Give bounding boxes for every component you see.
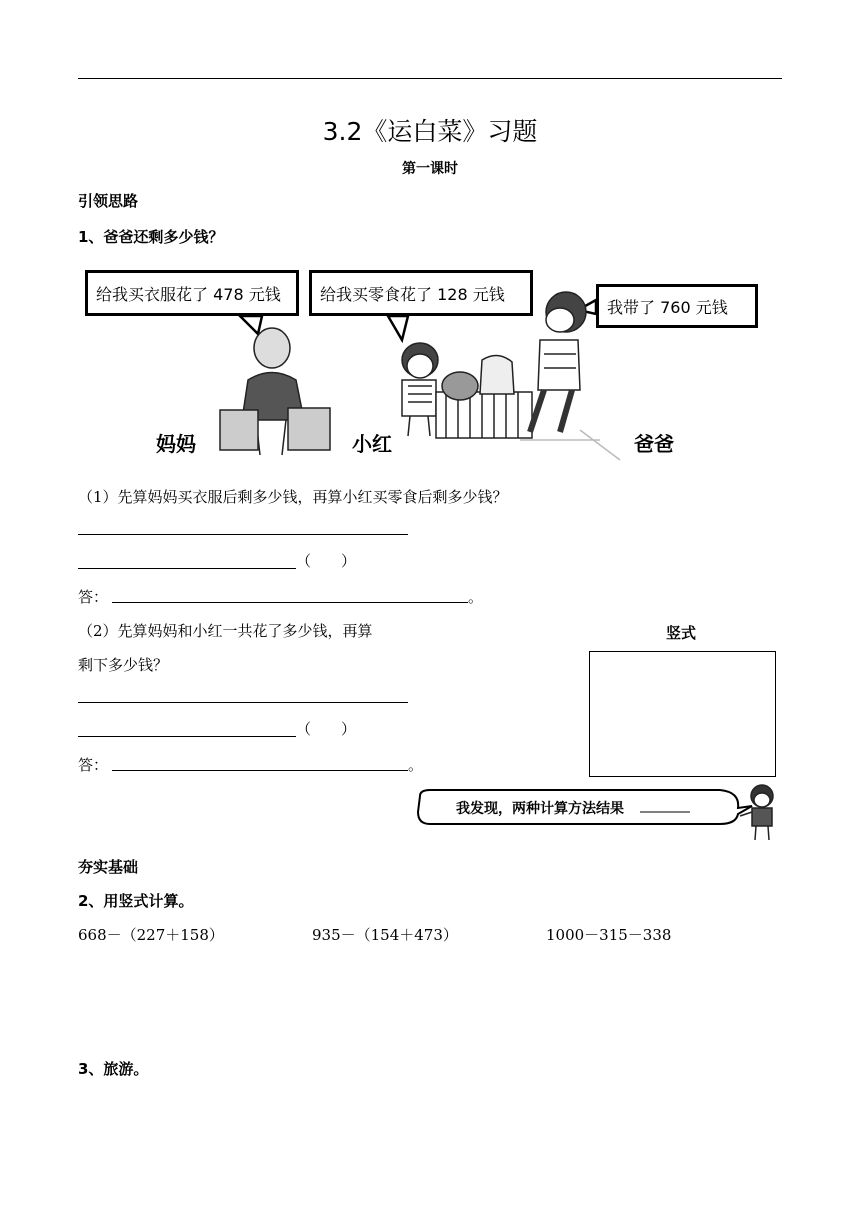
label-xiaohong: 小红 xyxy=(352,432,392,456)
expression-3: 1000－315－338 xyxy=(546,926,672,944)
speech-bubble-dad: 我带了 760 元钱 xyxy=(596,284,758,328)
expression-1: 668－（227＋158） xyxy=(78,926,224,944)
page-subtitle: 第一课时 xyxy=(402,161,458,177)
speech-bubble-xiaohong: 给我买零食花了 128 元钱 xyxy=(309,270,533,316)
answer-period: 。 xyxy=(408,756,424,774)
boy-figure xyxy=(740,785,773,840)
discovery-text: 我发现，两种计算方法结果 xyxy=(456,801,624,817)
part-2-question-line-2: 剩下多少钱？ xyxy=(78,656,169,674)
page-title: 3.2《运白菜》习题 xyxy=(322,117,538,146)
label-dad: 爸爸 xyxy=(634,432,674,456)
question-3: 3、旅游。 xyxy=(78,1060,149,1078)
label-mom: 妈妈 xyxy=(156,432,196,456)
speech-bubble-mom: 给我买衣服花了 478 元钱 xyxy=(85,270,299,316)
answer-label: 答： xyxy=(78,588,109,606)
part-1-question: （1）先算妈妈买衣服后剩多少钱，再算小红买零食后剩多少钱？ xyxy=(78,488,508,506)
answer-label: 答： xyxy=(78,756,109,774)
unit-parentheses: （ ） xyxy=(296,720,357,738)
unit-parentheses: （ ） xyxy=(296,552,357,570)
answer-period: 。 xyxy=(468,588,484,606)
vertical-form-label: 竖式 xyxy=(666,624,697,642)
question-1: 1、爸爸还剩多少钱？ xyxy=(78,228,224,246)
part-2-question-line-1: （2）先算妈妈和小红一共花了多少钱，再算 xyxy=(78,622,373,640)
section-heading-guide: 引领思路 xyxy=(78,192,139,210)
section-heading-basics: 夯实基础 xyxy=(78,858,139,876)
question-2: 2、用竖式计算。 xyxy=(78,892,194,910)
expression-2: 935－（154＋473） xyxy=(312,926,458,944)
